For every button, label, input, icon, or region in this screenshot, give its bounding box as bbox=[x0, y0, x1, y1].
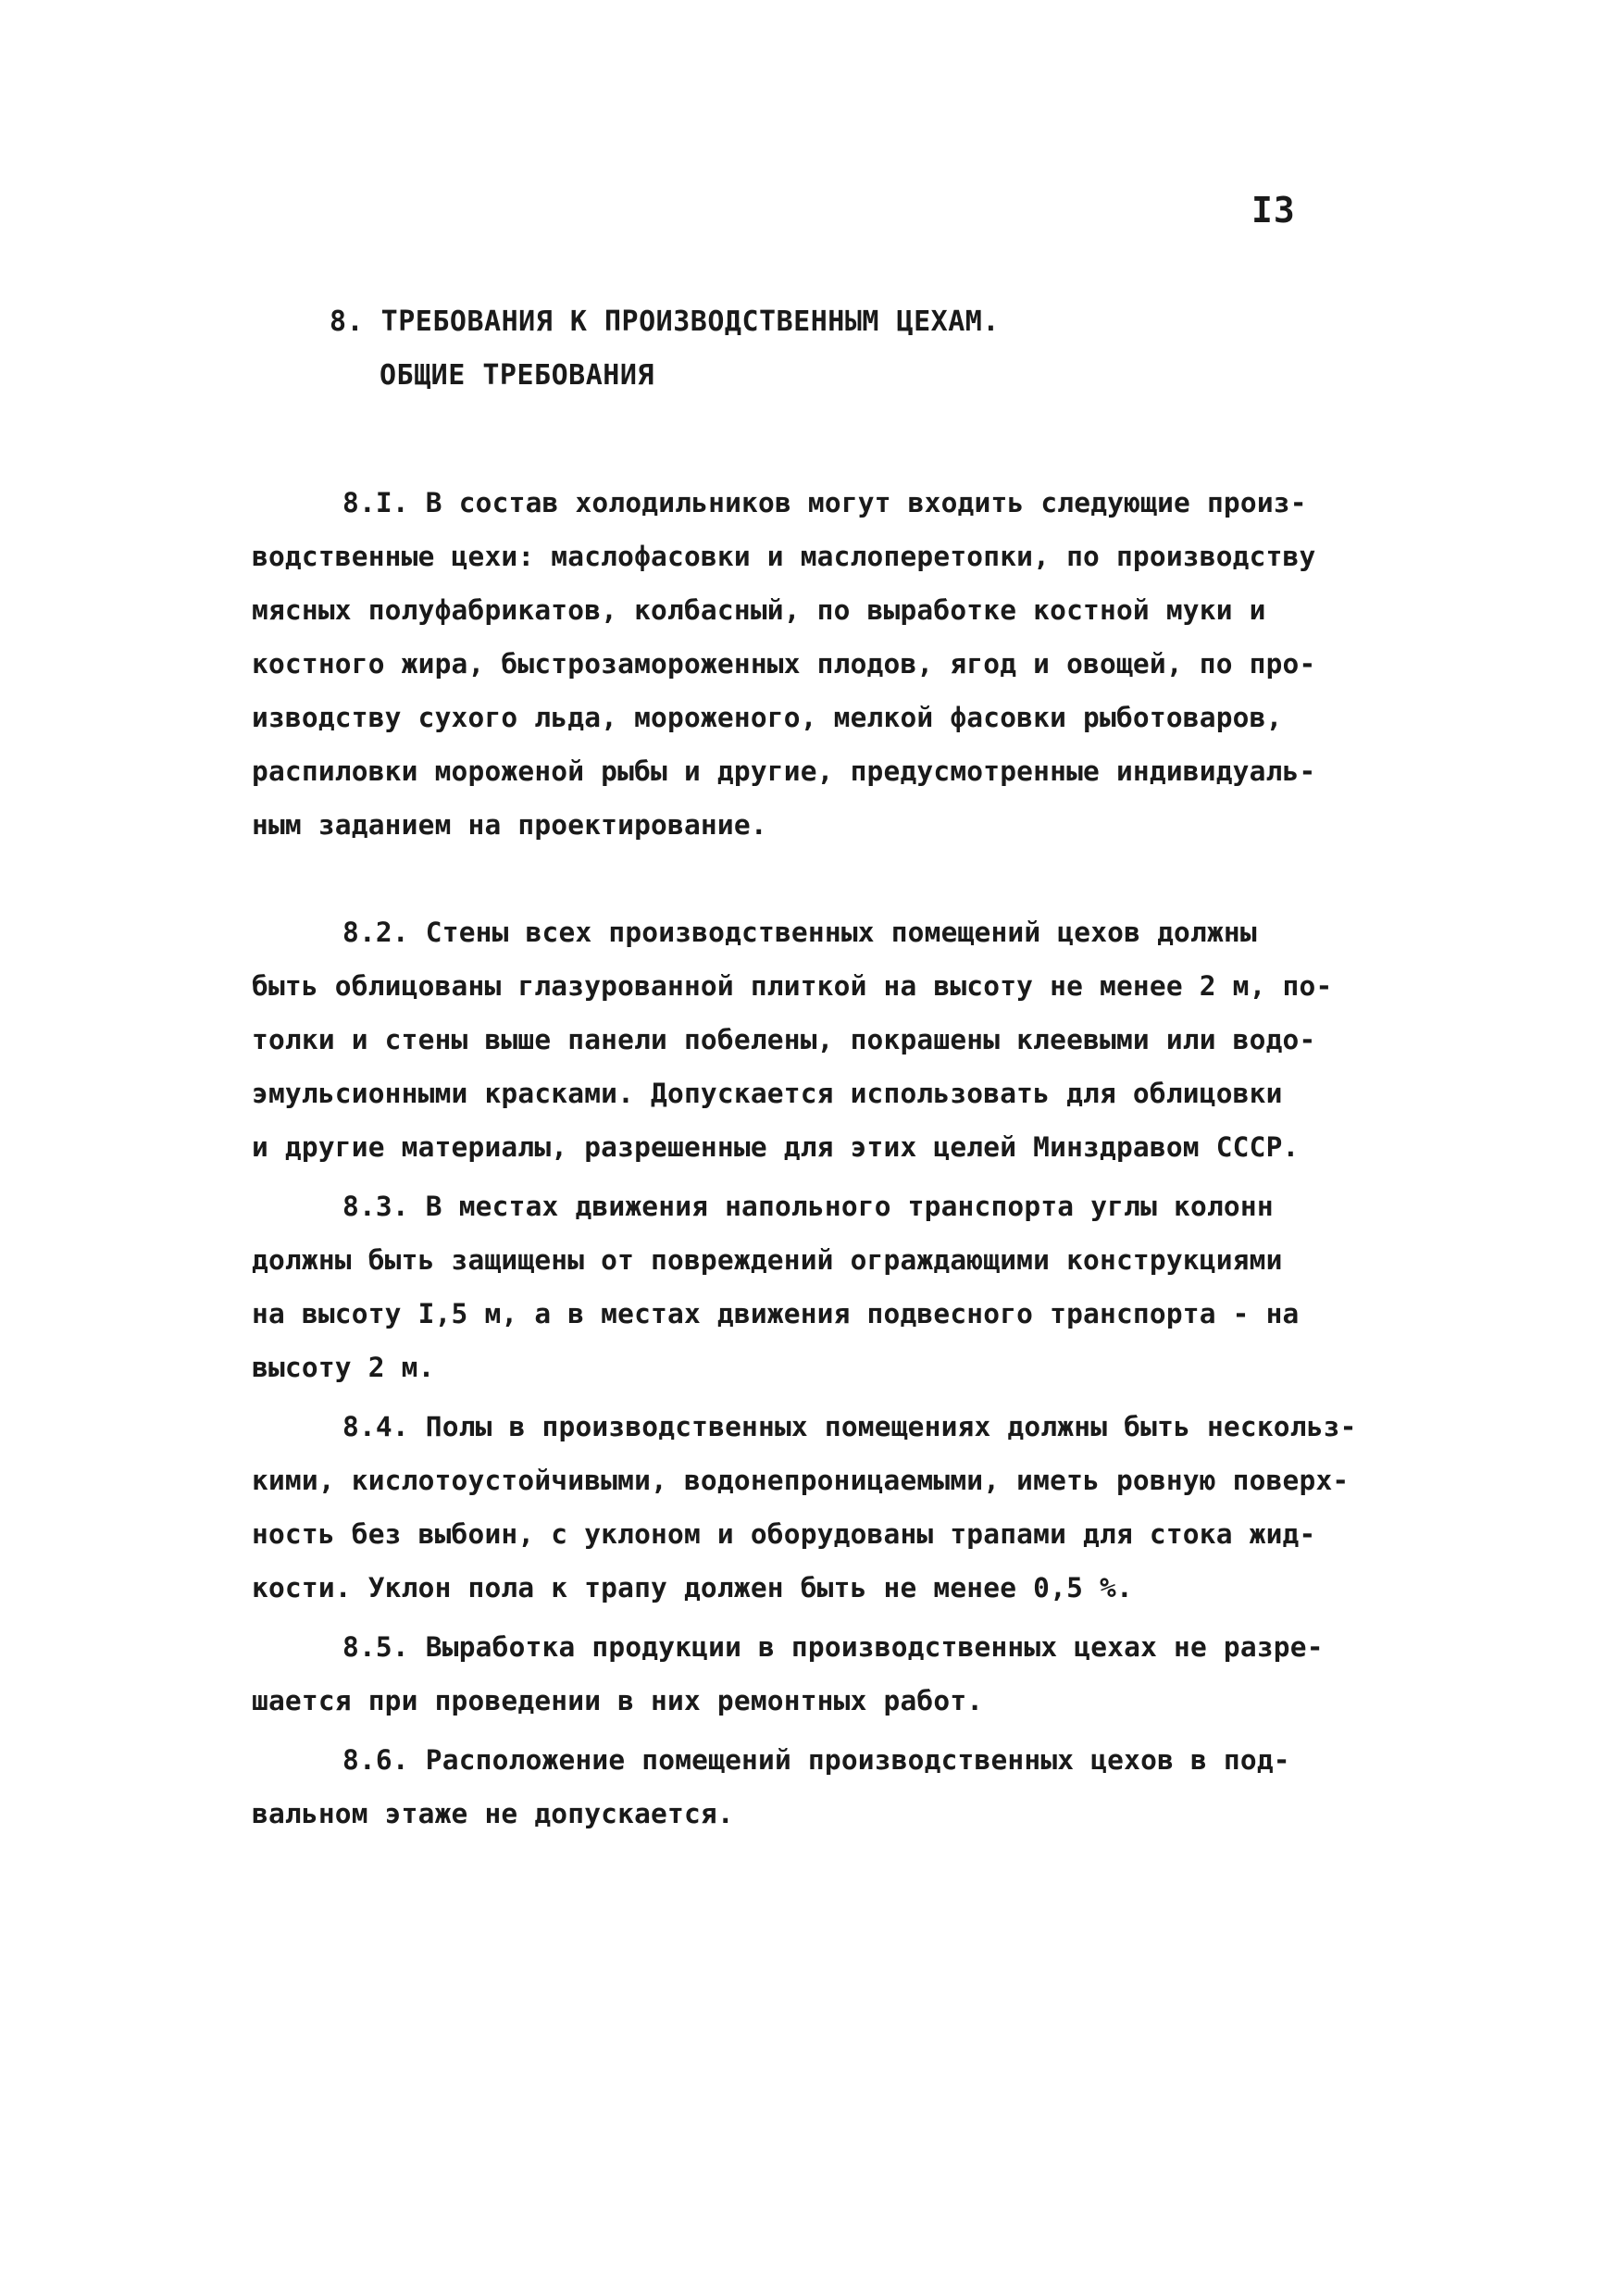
text-line: 8.4. Полы в производственных помещениях должны быть нескольз- bbox=[342, 1411, 1357, 1442]
text-line: шается при проведении в них ремонтных работ. bbox=[252, 1685, 984, 1716]
text-line: водственные цехи: маслофасовки и маслоперетопки, по производству bbox=[252, 541, 1316, 572]
text-line: ным заданием на проектирование. bbox=[252, 809, 767, 841]
text-line: и другие материалы, разрешенные для этих целей Минздравом СССР. bbox=[252, 1131, 1300, 1163]
text-line: высоту 2 м. bbox=[252, 1352, 435, 1383]
text-line: кости. Уклон пола к трапу должен быть не менее 0,5 %. bbox=[252, 1572, 1133, 1603]
text-line: 8.3. В местах движения напольного транспорта углы колонн bbox=[342, 1191, 1274, 1222]
text-line: 8.I. В состав холодильников могут входить следующие произ- bbox=[342, 487, 1307, 518]
section-heading: 8. ТРЕБОВАНИЯ К ПРОИЗВОДСТВЕННЫМ ЦЕХАМ. bbox=[330, 306, 1000, 338]
text-line: 8.6. Расположение помещений производственных цехов в под- bbox=[342, 1744, 1290, 1776]
page-number: I3 bbox=[1251, 190, 1296, 231]
text-line: распиловки мороженой рыбы и другие, предусмотренные индивидуаль- bbox=[252, 755, 1316, 787]
text-line: должны быть защищены от повреждений ограждающими конструкциями bbox=[252, 1244, 1283, 1276]
section-subheading: ОБЩИЕ ТРЕБОВАНИЯ bbox=[380, 359, 654, 392]
text-line: эмульсионными красками. Допускается использовать для облицовки bbox=[252, 1078, 1283, 1109]
text-line: изводству сухого льда, мороженого, мелкой фасовки рыботоваров, bbox=[252, 702, 1283, 733]
text-line: ность без выбоин, с уклоном и оборудованы трапами для стока жид- bbox=[252, 1518, 1316, 1550]
text-line: быть облицованы глазурованной плиткой на высоту не менее 2 м, по- bbox=[252, 970, 1333, 1002]
text-line: толки и стены выше панели побелены, покрашены клеевыми или водо- bbox=[252, 1024, 1316, 1055]
text-line: кими, кислотоустойчивыми, водонепроницаемыми, иметь ровную поверх- bbox=[252, 1465, 1350, 1496]
text-line: вальном этаже не допускается. bbox=[252, 1798, 734, 1829]
text-line: 8.5. Выработка продукции в производственных цехах не разре- bbox=[342, 1631, 1324, 1663]
text-line: на высоту I,5 м, а в местах движения подвесного транспорта - на bbox=[252, 1298, 1300, 1329]
text-line: 8.2. Стены всех производственных помещений цехов должны bbox=[342, 917, 1257, 948]
text-line: мясных полуфабрикатов, колбасный, по выработке костной муки и bbox=[252, 594, 1266, 626]
text-line: костного жира, быстрозамороженных плодов, ягод и овощей, по про- bbox=[252, 648, 1316, 680]
